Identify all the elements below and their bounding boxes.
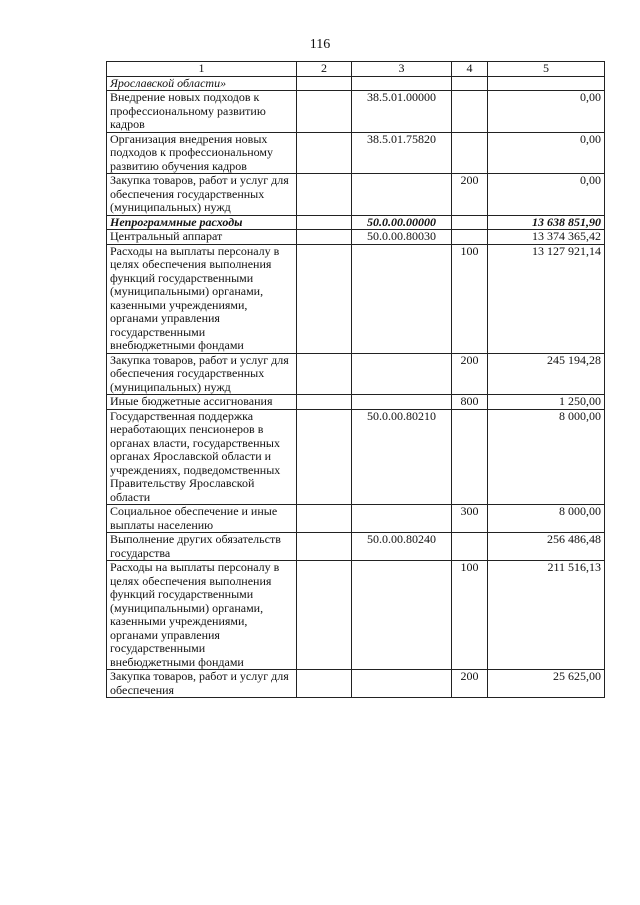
table-row [107,132,605,174]
table-row [107,76,605,91]
row-col2 [297,395,352,410]
row-amount: 13 638 851,90 [488,215,605,230]
table-row [107,670,605,698]
table-row [107,395,605,410]
row-type [452,76,488,91]
header-col-2: 2 [297,62,352,77]
row-amount: 256 486,48 [488,533,605,561]
table-header-row [107,62,605,77]
row-type [452,409,488,505]
row-col2 [297,505,352,533]
row-col2 [297,215,352,230]
row-name: Организация внедрения новых подходов к профессиональному развитию обучения кадров [107,132,297,174]
row-code [352,76,452,91]
row-code: 50.0.00.80030 [352,230,452,245]
row-code [352,174,452,216]
row-name: Расходы на выплаты персоналу в целях обеспечения выполнения функций государственными (муниципальными) органами, казенными учреждениями, органами управления государственными внебюджетными фондами [107,561,297,670]
row-type: 800 [452,395,488,410]
row-type: 100 [452,561,488,670]
row-name: Выполнение других обязательств государства [107,533,297,561]
table-row [107,230,605,245]
row-code: 50.0.00.80210 [352,409,452,505]
row-name: Расходы на выплаты персоналу в целях обеспечения выполнения функций государственными (муниципальными) органами, казенными учреждениями, органами управления государственными внебюджетными фондами [107,244,297,353]
row-col2 [297,174,352,216]
row-type: 200 [452,353,488,395]
header-col-5: 5 [488,62,605,77]
table-row [107,215,605,230]
table-row [107,353,605,395]
table-row [107,174,605,216]
row-code [352,244,452,353]
row-amount: 8 000,00 [488,409,605,505]
page-number: 116 [309,37,331,52]
row-amount: 1 250,00 [488,395,605,410]
row-col2 [297,244,352,353]
row-name: Закупка товаров, работ и услуг для обеспечения [107,670,297,698]
row-name: Закупка товаров, работ и услуг для обеспечения государственных (муниципальных) нужд [107,353,297,395]
row-code: 38.5.01.75820 [352,132,452,174]
row-code: 50.0.00.80240 [352,533,452,561]
table-row [107,561,605,670]
row-type: 100 [452,244,488,353]
table-row [107,91,605,133]
row-name: Государственная поддержка неработающих пенсионеров в органах власти, государственных органах Ярославской области и учреждениях, подведомственных Правительству Ярославской области [107,409,297,505]
header-col-1: 1 [107,62,297,77]
header-col-4: 4 [452,62,488,77]
table-row [107,244,605,353]
row-name: Внедрение новых подходов к профессиональному развитию кадров [107,91,297,133]
row-type [452,91,488,133]
row-code [352,353,452,395]
row-name: Непрограммные расходы [107,215,297,230]
row-col2 [297,76,352,91]
row-col2 [297,230,352,245]
row-amount [488,76,605,91]
table-row [107,505,605,533]
row-amount: 211 516,13 [488,561,605,670]
row-code: 38.5.01.00000 [352,91,452,133]
row-amount: 13 374 365,42 [488,230,605,245]
row-amount: 0,00 [488,132,605,174]
row-code [352,395,452,410]
row-amount: 8 000,00 [488,505,605,533]
row-name: Закупка товаров, работ и услуг для обеспечения государственных (муниципальных) нужд [107,174,297,216]
row-amount: 25 625,00 [488,670,605,698]
row-col2 [297,561,352,670]
row-code [352,505,452,533]
row-type: 200 [452,670,488,698]
row-col2 [297,353,352,395]
row-code [352,670,452,698]
budget-table [106,61,605,698]
row-code [352,561,452,670]
row-amount: 0,00 [488,91,605,133]
row-name: Социальное обеспечение и иные выплаты населению [107,505,297,533]
row-col2 [297,533,352,561]
row-name: Центральный аппарат [107,230,297,245]
row-amount: 245 194,28 [488,353,605,395]
row-col2 [297,132,352,174]
row-amount: 13 127 921,14 [488,244,605,353]
row-col2 [297,670,352,698]
row-type [452,215,488,230]
row-type: 300 [452,505,488,533]
row-col2 [297,91,352,133]
row-type: 200 [452,174,488,216]
row-code: 50.0.00.00000 [352,215,452,230]
header-col-3: 3 [352,62,452,77]
table-row [107,533,605,561]
row-col2 [297,409,352,505]
row-type [452,132,488,174]
table-row [107,409,605,505]
row-name: Ярославской области» [107,76,297,91]
row-type [452,230,488,245]
row-amount: 0,00 [488,174,605,216]
row-type [452,533,488,561]
row-name: Иные бюджетные ассигнования [107,395,297,410]
